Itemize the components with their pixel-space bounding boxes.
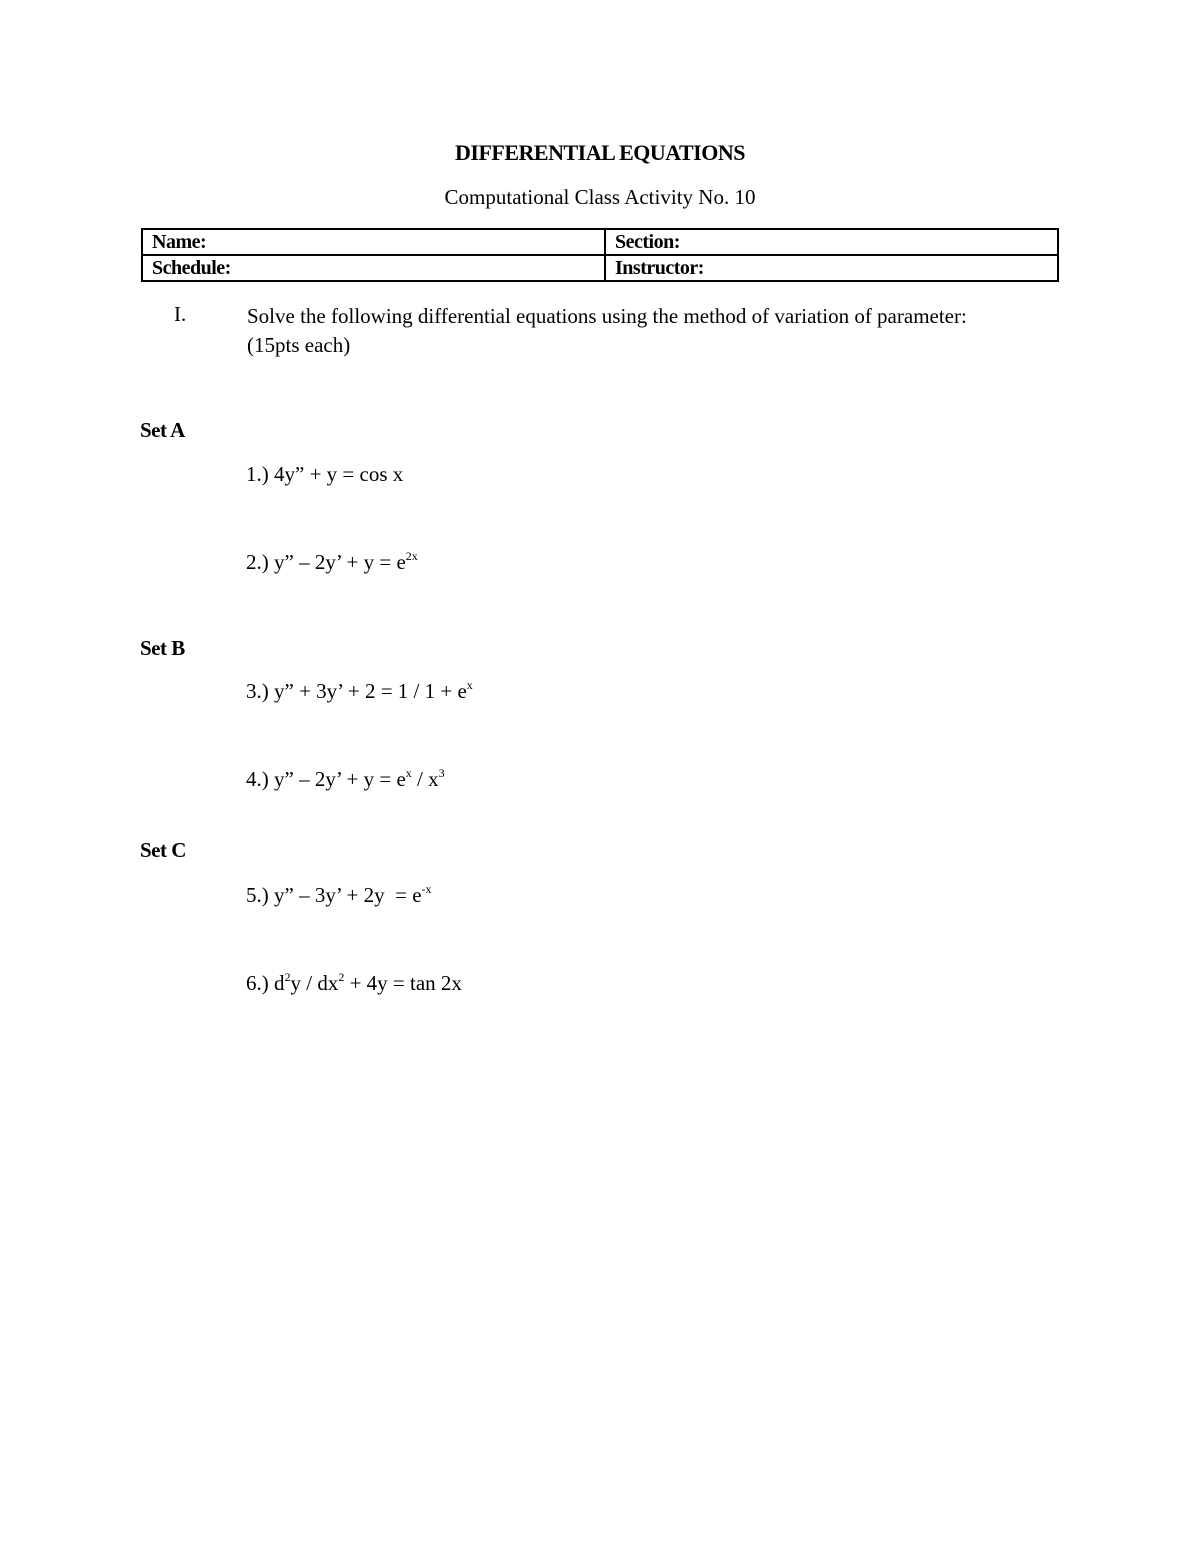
problem-number: 5.) [246, 883, 269, 907]
instruction-number: I. [174, 302, 187, 326]
problem-2 [246, 550, 418, 575]
schedule-cell: Schedule: [142, 255, 605, 281]
name-cell: Name: [142, 229, 605, 255]
problem-equation: y” – 3y’ + 2y = e [274, 883, 422, 907]
section-cell: Section: [605, 229, 1058, 255]
problem-number: 6.) [246, 971, 269, 995]
problem-equation: y” + 3y’ + 2 = 1 / 1 + e [274, 679, 467, 703]
problem-1 [246, 462, 403, 487]
student-info-table [141, 228, 1059, 282]
set-b-label: Set B [140, 636, 185, 660]
exponent: x [466, 678, 473, 692]
set-c-label: Set C [140, 838, 186, 862]
table-row [142, 229, 1058, 255]
equation-continuation: / x [411, 767, 439, 791]
problem-equation: y” – 2y’ + y = e [274, 767, 406, 791]
problem-3 [246, 679, 473, 704]
problem-6 [246, 971, 462, 996]
instructor-cell: Instructor: [605, 255, 1058, 281]
exponent: 2x [405, 549, 418, 563]
problem-4 [246, 767, 445, 792]
equation-continuation: y / dx [290, 971, 339, 995]
problem-equation: 4y” + y = cos x [274, 462, 404, 486]
problem-number: 4.) [246, 767, 269, 791]
problem-5 [246, 883, 432, 908]
instruction-text [247, 302, 1047, 360]
set-a-label: Set A [140, 418, 185, 442]
exponent: x [405, 766, 412, 780]
equation-continuation: + 4y = tan 2x [344, 971, 462, 995]
instruction-line-2: (15pts each) [247, 333, 351, 357]
instruction-line-1: Solve the following differential equations using the method of variation of parameter: [247, 304, 967, 328]
problem-number: 1.) [246, 462, 269, 486]
problem-number: 2.) [246, 550, 269, 574]
page-subtitle: Computational Class Activity No. 10 [444, 185, 756, 209]
problem-number: 3.) [246, 679, 269, 703]
page-title: DIFFERENTIAL EQUATIONS [455, 140, 745, 165]
exponent: 3 [438, 766, 445, 780]
exponent: 2 [338, 970, 345, 984]
problem-equation: y” – 2y’ + y = e [274, 550, 406, 574]
table-row [142, 255, 1058, 281]
exponent: 2 [284, 970, 291, 984]
exponent: -x [421, 882, 432, 896]
problem-equation: d [274, 971, 285, 995]
